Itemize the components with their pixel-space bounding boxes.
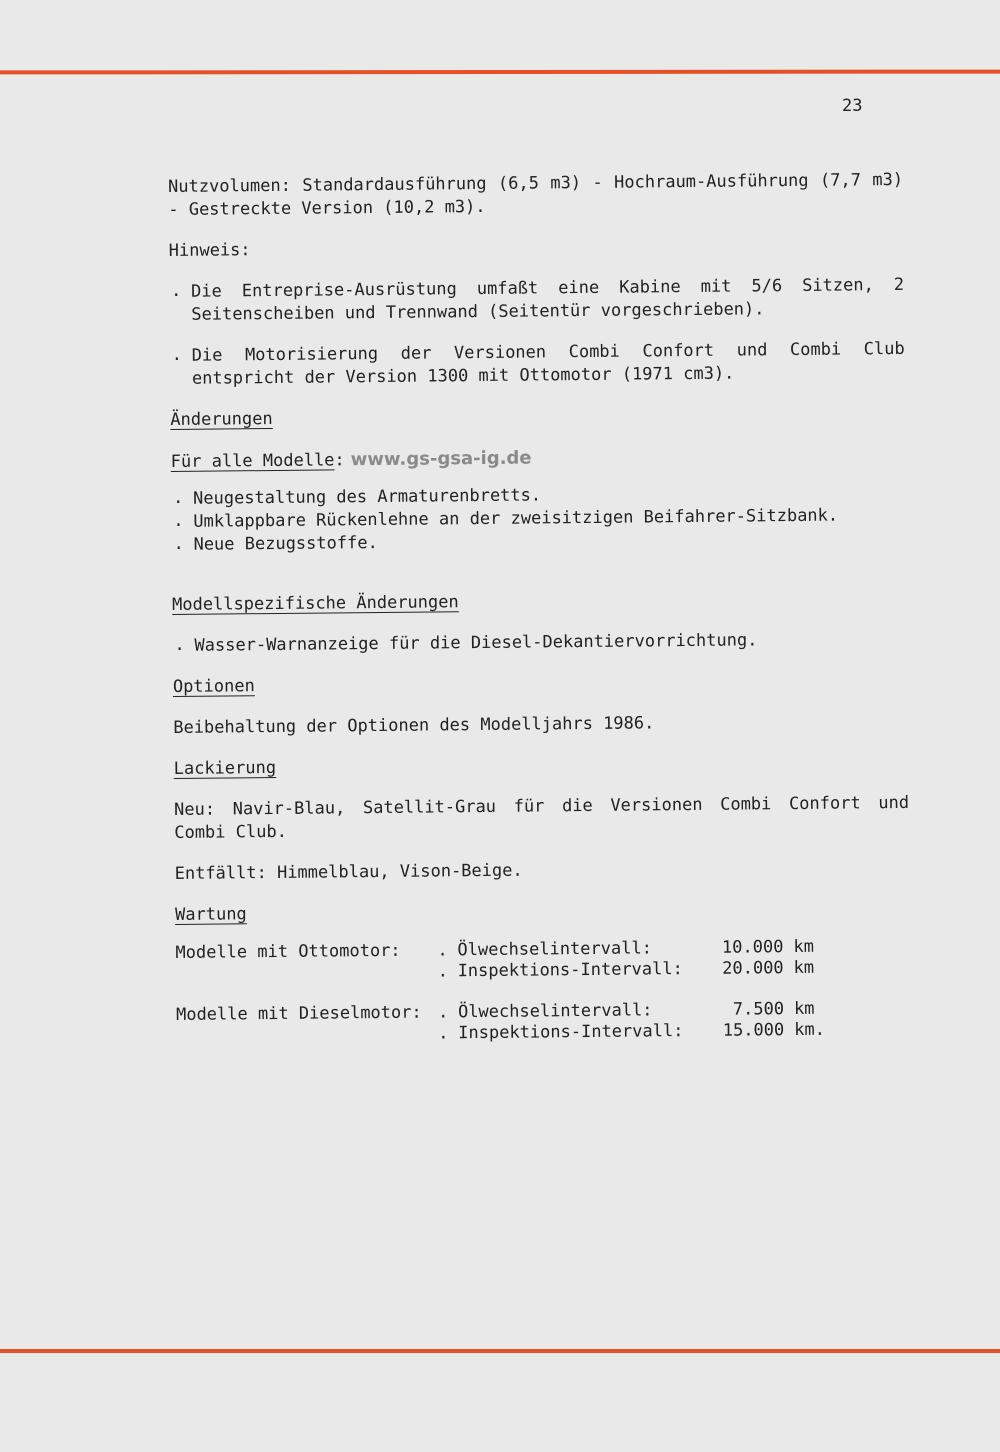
modellspezifische-heading: Modellspezifische Änderungen: [172, 592, 459, 615]
wartung-row: Modelle mit Ottomotor: . Ölwechselintervall: 10.000 km: [175, 936, 815, 963]
wartung-table-diesel: [176, 999, 825, 1047]
lackierung-neu: Neu: Navir-Blau, Satellit-Grau für die Versionen Combi Confort und Combi Club.: [173, 792, 910, 843]
wartung-row: Modelle mit Dieselmotor: . Ölwechselintervall: 7.500 km: [176, 999, 825, 1026]
optionen-heading: Optionen: [172, 676, 255, 697]
wartung-group-label: Modelle mit Dieselmotor:: [175, 1002, 422, 1025]
page-body: [168, 169, 911, 1047]
aenderungen-heading: Änderungen: [170, 409, 273, 430]
bottom-red-rule: [0, 1349, 1000, 1353]
page-number: 23: [842, 96, 863, 116]
top-red-rule: [0, 70, 1000, 75]
wartung-item-name: Inspektions-Intervall:: [457, 959, 683, 982]
wartung-item-value: 20.000: [722, 958, 784, 979]
wartung-item-name: Ölwechselintervall:: [457, 1000, 653, 1023]
lackierung-heading: Lackierung: [173, 757, 277, 779]
wartung-table-otto: [175, 937, 814, 985]
heading-colon: :: [334, 450, 345, 471]
nutzvolumen-text: Nutzvolumen: Standardausführung (6,5 m3) - Hochraum-Ausführung (7,7 m3) - Gestreckte Version (10,2 m3).: [168, 169, 904, 220]
wartung-item-unit: km: [793, 936, 815, 958]
aenderung-item: . Umklappbare Rückenlehne an der zweisitzigen Beifahrer-Sitzbank.: [171, 504, 906, 534]
wartung-row: . Inspektions-Intervall: 15.000 km.: [438, 1019, 826, 1044]
lackierung-entfaellt: Entfällt: Himmelblau, Vison-Beige.: [174, 860, 523, 884]
aenderung-item: . Neue Bezugsstoffe.: [171, 527, 906, 557]
wartung-item-value: 10.000: [721, 937, 784, 958]
wartung-item-unit: km: [793, 957, 815, 979]
wartung-item-value: 7.500: [732, 999, 785, 1020]
hinweis-item: . Die Entreprise-Ausrüstung umfaßt eine Kabine mit 5/6 Sitzen, 2 Seitenscheiben und Trennwand (Seitentür vorgeschrieben).: [169, 274, 904, 327]
wartung-item-unit: km: [793, 998, 815, 1020]
wartung-item-value: 15.000: [722, 1020, 785, 1041]
watermark-url: www.gs-gsa-ig.de: [350, 447, 532, 471]
fuer-alle-modelle-heading: Für alle Modelle: [170, 450, 335, 472]
wartung-group-label: Modelle mit Ottomotor:: [175, 940, 401, 963]
wartung-item-name: Inspektions-Intervall:: [458, 1021, 684, 1044]
aenderung-item: . Neugestaltung des Armaturenbretts.: [171, 481, 906, 511]
modellspezifische-item: . Wasser-Warnanzeige für die Diesel-Dekantiervorrichtung.: [172, 628, 907, 658]
hinweis-heading: Hinweis:: [168, 240, 251, 261]
fuer-alle-modelle-line: [171, 443, 906, 474]
wartung-heading: Wartung: [174, 904, 247, 925]
wartung-item-name: Ölwechselintervall:: [457, 938, 653, 961]
wartung-row: . Inspektions-Intervall: 20.000 km: [437, 957, 815, 982]
hinweis-item: . Die Motorisierung der Versionen Combi Confort und Combi Club entspricht der Version 1300 mit Ottomotor (1971 cm3).: [170, 338, 905, 391]
optionen-text: Beibehaltung der Optionen des Modelljahrs 1986.: [173, 713, 655, 738]
wartung-item-unit: km.: [794, 1019, 826, 1041]
